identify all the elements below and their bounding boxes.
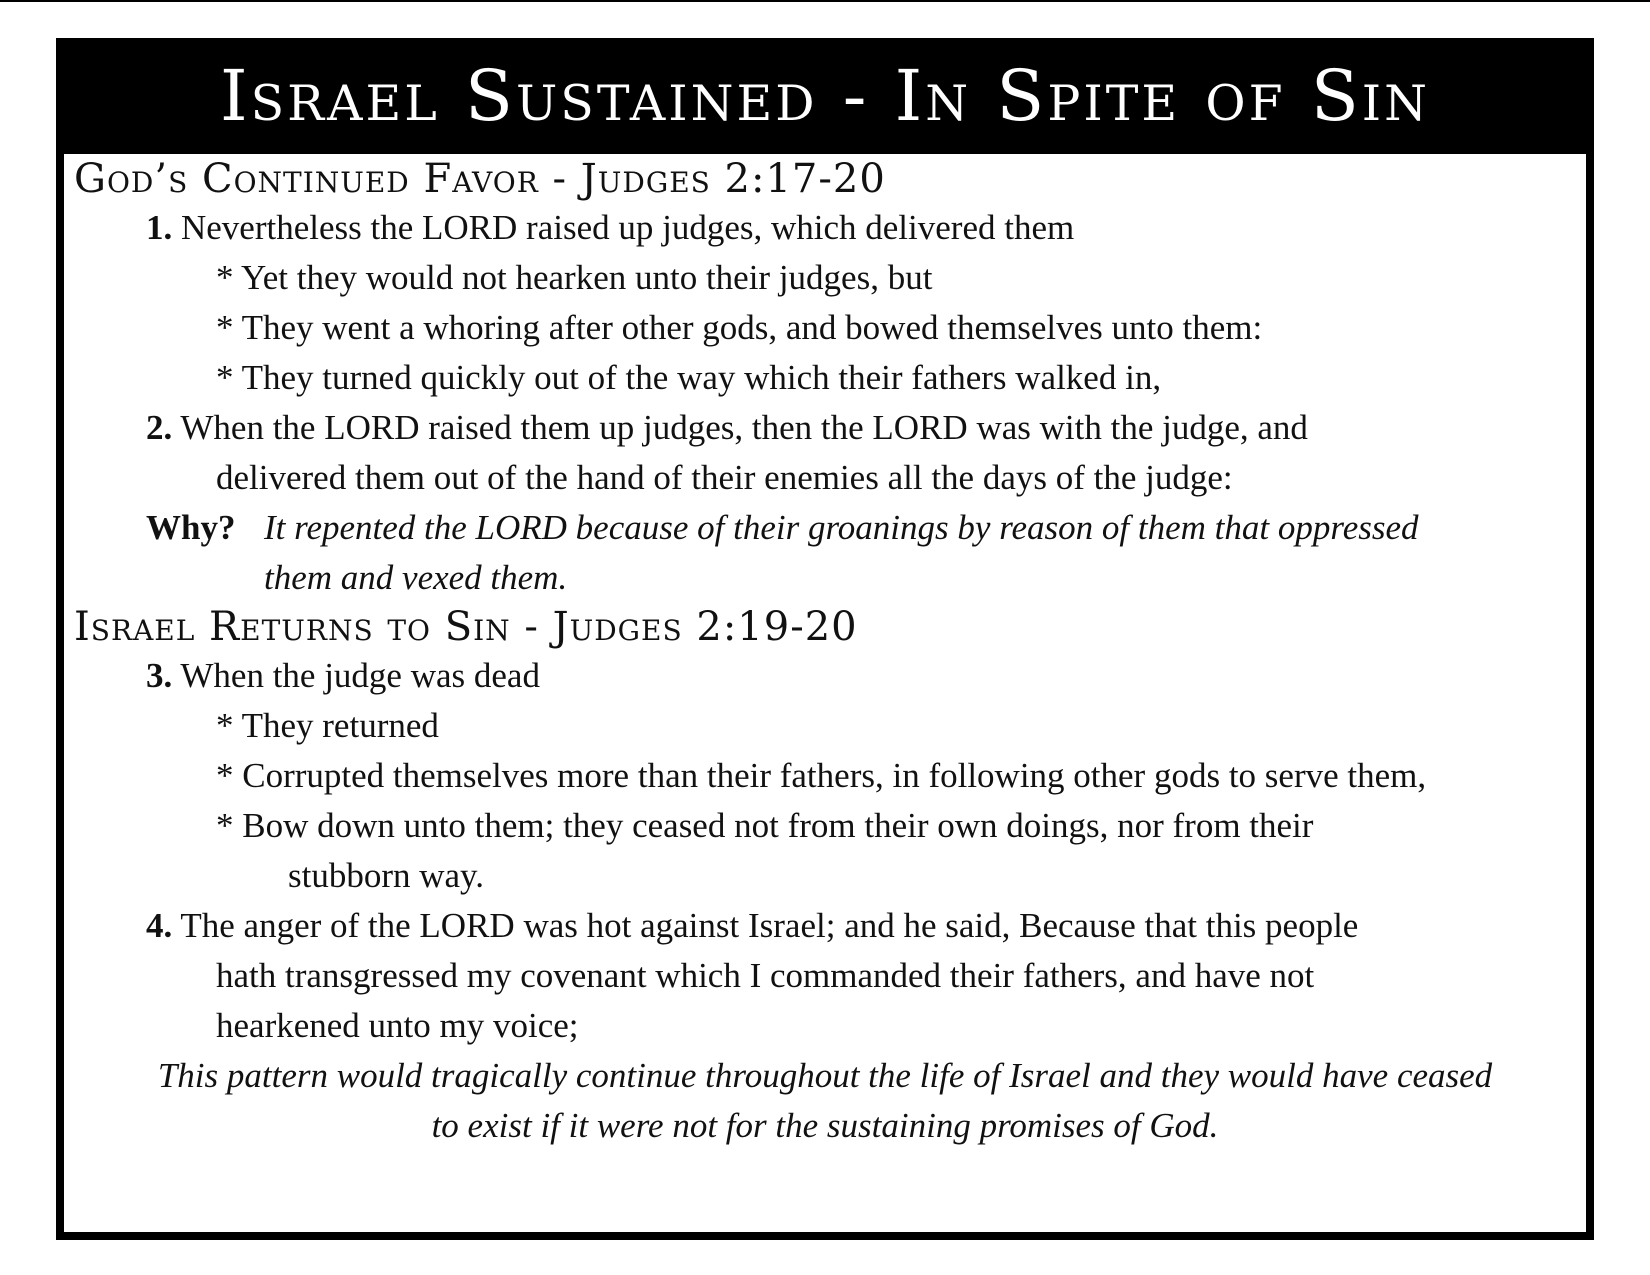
- slide-content: [64, 154, 1586, 1232]
- closing-line-2: to exist if it were not for the sustaining promises of God.: [431, 1106, 1219, 1145]
- closing-line-1: This pattern would tragically continue throughout the life of Israel and they would have ceased: [157, 1056, 1493, 1095]
- why-line-2: them and vexed them.: [264, 558, 568, 597]
- item3-line: [146, 656, 540, 696]
- item3-bullet-2: * Corrupted themselves more than their fathers, in following other gods to serve them,: [216, 756, 1427, 795]
- item4-text-1: The anger of the LORD was hot against Israel; and he said, Because that this people: [180, 906, 1359, 945]
- item2-line-2: delivered them out of the hand of their enemies all the days of the judge:: [216, 458, 1233, 497]
- item3-bullet-continuation: stubborn way.: [288, 856, 485, 895]
- item4-line-2: hath transgressed my covenant which I commanded their fathers, and have not: [216, 956, 1315, 995]
- item1-number: 1.: [146, 208, 173, 247]
- item4-line-1: [146, 906, 1358, 946]
- item1-bullet-3: * They turned quickly out of the way which their fathers walked in,: [216, 358, 1162, 397]
- item3-bullet-3: * Bow down unto them; they ceased not from their own doings, nor from their: [216, 806, 1314, 845]
- item3-text: When the judge was dead: [180, 656, 540, 695]
- why-label: Why?: [146, 508, 236, 547]
- title-bar: [56, 38, 1594, 154]
- slide-frame: [56, 38, 1594, 1240]
- item4-line-3: hearkened unto my voice;: [216, 1006, 579, 1045]
- item1-text: Nevertheless the LORD raised up judges, which delivered them: [181, 208, 1075, 247]
- section1-heading: God’s Continued Favor - Judges 2:17-20: [74, 156, 886, 202]
- item1-bullet-1: * Yet they would not hearken unto their judges, but: [216, 258, 933, 297]
- item2-number: 2.: [146, 408, 173, 447]
- item2-line-1: [146, 408, 1308, 448]
- item3-bullet-1: * They returned: [216, 706, 439, 745]
- item1-bullet-2: * They went a whoring after other gods, and bowed themselves unto them:: [216, 308, 1263, 347]
- item2-text-1: When the LORD raised them up judges, then the LORD was with the judge, and: [180, 408, 1308, 447]
- section2-heading: Israel Returns to Sin - Judges 2:19-20: [74, 604, 858, 650]
- slide-title: Israel Sustained - In Spite of Sin: [219, 55, 1431, 137]
- item4-number: 4.: [146, 906, 173, 945]
- top-rule: [0, 0, 1650, 2]
- why-text-1: It repented the LORD because of their groanings by reason of them that oppressed: [264, 508, 1419, 547]
- item1-line: [146, 208, 1074, 248]
- why-line-1: [146, 508, 1419, 548]
- item3-number: 3.: [146, 656, 173, 695]
